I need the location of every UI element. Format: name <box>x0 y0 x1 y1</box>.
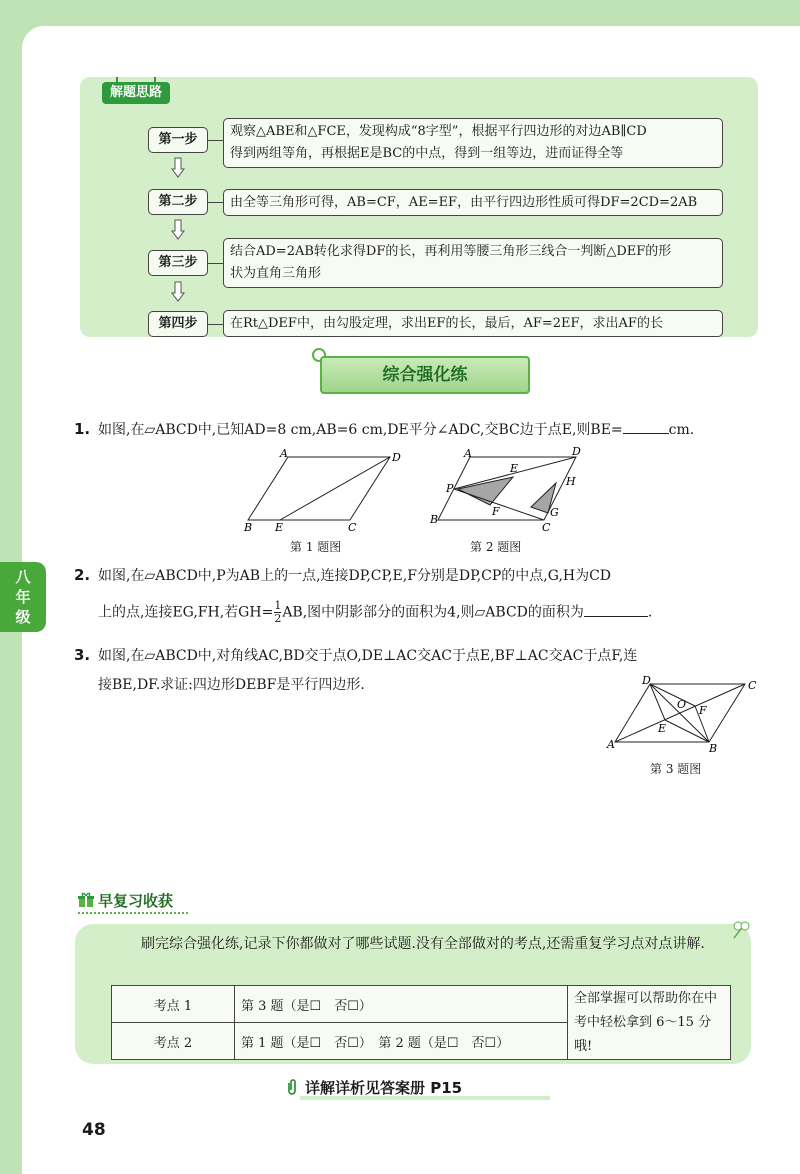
side-tab-char-2: 年 <box>15 588 31 606</box>
fig2-label-G: G <box>550 506 559 519</box>
step-1-line-1: 观察△ABE和△FCE，发现构成“8字型”，根据平行四边形的对边AB∥CD <box>230 124 647 139</box>
step-3-line-2: 状为直角三角形 <box>230 266 322 281</box>
problem-1-text <box>98 418 758 442</box>
side-tab-char-1: 八 <box>15 568 31 586</box>
down-arrow-icon <box>171 220 185 240</box>
fig2-label-F: F <box>492 505 500 518</box>
step-3-label: 第三步 <box>148 250 208 276</box>
fig3-label-O: O <box>677 698 687 711</box>
step-3-text <box>223 238 723 288</box>
step-4-text <box>223 310 723 337</box>
figure-1-caption: 第 1 题图 <box>290 540 342 554</box>
problem-1-text-after: cm. <box>668 422 695 438</box>
review-point-1: 考点 1 <box>112 986 235 1023</box>
figure-3-parallelogram <box>605 672 765 754</box>
problem-1-answer-blank[interactable] <box>623 419 669 434</box>
review-table <box>111 985 731 1060</box>
fig2-label-E: E <box>510 462 519 475</box>
problem-2-line-1: 如图,在▱ABCD中,P为AB上的一点,连接DP,CP,E,F分别是DP,CP的中点,G,H为CD <box>98 568 612 584</box>
problem-3-line-1: 如图,在▱ABCD中,对角线AC,BD交于点O,DE⊥AC交AC于点E,BF⊥AC交AC于点F,连 <box>98 648 638 664</box>
step-4-label: 第四步 <box>148 311 208 337</box>
problem-3-number: 3. <box>74 646 91 664</box>
problem-2-line-2 <box>98 600 768 625</box>
review-text: 刷完综合强化练,记录下你都做对了哪些试题.没有全部做对的考点,还需重复学习点对点讲解. <box>141 936 705 952</box>
problem-2-line-2a: 上的点,连接EG,FH,若GH= <box>98 604 274 621</box>
problem-2-answer-blank[interactable] <box>584 602 648 617</box>
step-2-label: 第二步 <box>148 189 208 215</box>
fig2-label-H: H <box>566 475 576 488</box>
fig3-label-D: D <box>642 674 651 687</box>
down-arrow-icon <box>171 158 185 178</box>
review-heading: 早复习收获 <box>98 892 174 910</box>
fig2-label-C: C <box>542 521 551 534</box>
fig3-label-C: C <box>748 679 757 692</box>
fraction-denominator: 2 <box>274 612 282 625</box>
figure-3-caption: 第 3 题图 <box>650 762 702 776</box>
review-point-2: 考点 2 <box>112 1023 235 1060</box>
fig3-label-B: B <box>709 742 718 755</box>
paperclip-icon <box>285 1078 299 1096</box>
step-3-line-1: 结合AD=2AB转化求得DF的长，再利用等腰三角形三线合一判断△DEF的形 <box>230 244 672 259</box>
step-4-line-1: 在Rt△DEF中，由勾股定理，求出EF的长，最后，AF=2EF，求出AF的长 <box>230 316 663 331</box>
figure-2-caption: 第 2 题图 <box>470 540 522 554</box>
steps-tag: 解题思路 <box>102 82 170 104</box>
page-number: 48 <box>82 1120 106 1140</box>
problem-3-line-2: 接BE,DF.求证:四边形DEBF是平行四边形. <box>98 677 365 693</box>
figure-1-parallelogram <box>240 445 410 535</box>
fig2-label-B: B <box>430 513 439 526</box>
down-arrow-icon <box>171 282 185 302</box>
fig1-label-A: A <box>280 447 288 460</box>
gift-icon <box>78 892 94 908</box>
fig3-label-A: A <box>607 738 615 751</box>
step-2-line-1: 由全等三角形可得，AB=CF，AE=EF，由平行四边形性质可得DF=2CD=2AB <box>230 195 698 210</box>
step-1-label: 第一步 <box>148 127 208 153</box>
footer-answer-reference: 详解详析见答案册 P15 <box>305 1079 463 1097</box>
fraction-one-half <box>274 600 281 625</box>
grade-side-tab <box>0 562 46 632</box>
step-1-line-2: 得到两组等角，再根据E是BC的中点，得到一组等边，进而证得全等 <box>230 146 624 161</box>
fig1-label-B: B <box>244 521 253 534</box>
review-items-1[interactable]: 第 3 题（是☐ 否☐） <box>235 986 568 1023</box>
review-items-2[interactable]: 第 1 题（是☐ 否☐） 第 2 题（是☐ 否☐） <box>235 1023 568 1060</box>
problem-2-line-end: . <box>647 604 653 621</box>
section-title: 综合强化练 <box>320 356 530 394</box>
fraction-numerator: 1 <box>274 599 282 612</box>
fig2-label-P: P <box>446 482 454 495</box>
side-tab-char-3: 级 <box>15 608 31 626</box>
problem-1-text-before: 如图,在▱ABCD中,已知AD=8 cm,AB=6 cm,DE平分∠ADC,交BC边于点E,则BE= <box>98 422 623 438</box>
fig1-label-C: C <box>348 521 357 534</box>
problem-1-number: 1. <box>74 420 91 438</box>
fig1-label-E: E <box>275 521 284 534</box>
review-heading-underline <box>78 912 188 914</box>
problem-2-line-2b: AB,图中阴影部分的面积为4,则▱ABCD的面积为 <box>282 604 584 621</box>
step-2-text <box>223 189 723 216</box>
figure-2-parallelogram <box>428 445 581 535</box>
fig3-label-F: F <box>699 704 707 717</box>
fig2-label-D: D <box>572 445 581 458</box>
review-note: 全部掌握可以帮助你在中考中轻松拿到 6～15 分哦! <box>568 986 731 1060</box>
fig2-label-A: A <box>464 447 472 460</box>
fig3-label-E: E <box>658 722 667 735</box>
review-row-1 <box>112 986 731 1023</box>
fig1-label-D: D <box>392 451 401 464</box>
problem-2-number: 2. <box>74 566 91 584</box>
step-1-text <box>223 118 723 168</box>
